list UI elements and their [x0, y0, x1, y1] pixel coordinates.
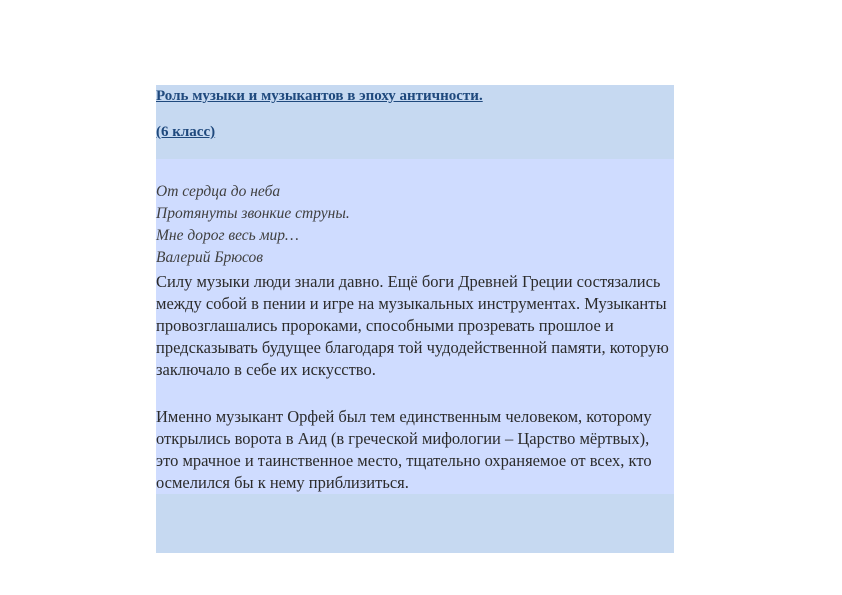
epigraph-line: От сердца до неба — [156, 183, 281, 200]
epigraph-line: Мне дорог весь мир… — [156, 227, 299, 244]
footer-block — [156, 494, 674, 553]
slide-title: Роль музыки и музыкантов в эпоху античности. — [156, 88, 483, 104]
paragraph: Силу музыки люди знали давно. Ещё боги Древней Греции состязались между собой в пении и игре на музыкальных инструментах. Музыканты провозглашались пророками, способными прозревать прошлое и предсказывать будущее благодаря той чудодейственной памяти, которую заключало в себе их искусство. — [156, 272, 669, 379]
epigraph — [156, 181, 350, 269]
title-block — [156, 85, 674, 159]
slide-subtitle: (6 класс) — [156, 124, 216, 140]
body-block — [156, 159, 674, 494]
epigraph-line: Протянуты звонкие струны. — [156, 205, 350, 222]
epigraph-author: Валерий Брюсов — [156, 249, 263, 266]
paragraph: Именно музыкант Орфей был тем единственным человеком, которому открылись ворота в Аид (в греческой мифологии – Царство мёртвых), это мрачное и таинственное место, тщательно охраняемое от всех, кто осмелился бы к нему приблизиться. — [156, 407, 652, 492]
